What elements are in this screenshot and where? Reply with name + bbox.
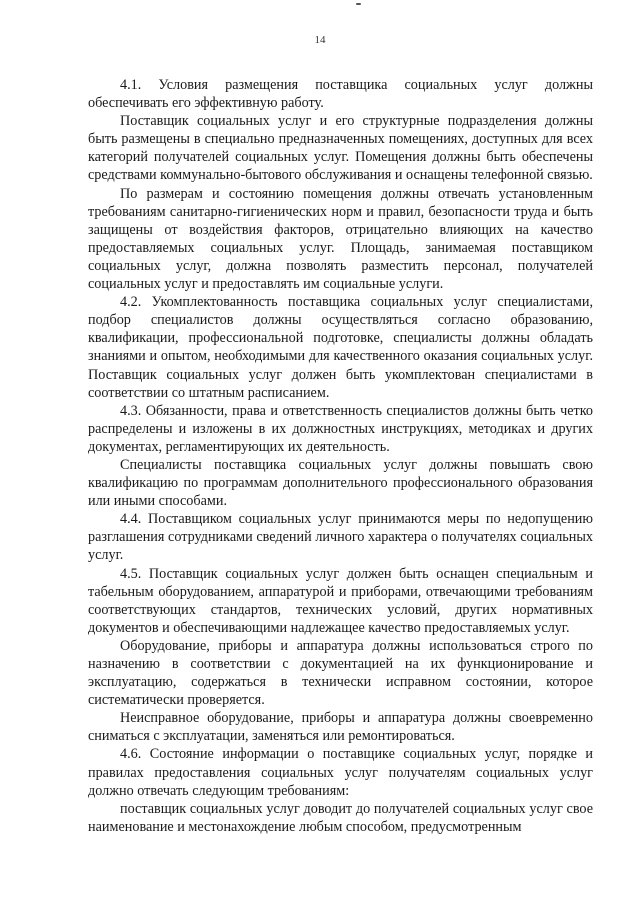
- paragraph-qualification: Специалисты поставщика социальных услуг должны повышать свою квалификацию по программам дополнительного профессионального образования или иными способами.: [88, 456, 593, 510]
- paragraph-provider-info: поставщик социальных услуг доводит до получателей социальных услуг свое наименование и местонахождение любым способом, предусмотренным: [88, 800, 593, 835]
- document-body: [88, 76, 593, 836]
- paragraph-4-2: 4.2. Укомплектованность поставщика социальных услуг специалистами, подбор специалистов должны осуществляться согласно образованию, квалификации, профессиональной подготовке, специалисты должны обладать знаниями и опытом, необходимыми для качественного оказания социальных услуг. Поставщик социальных услуг должен быть укомплектован специалистами в соответствии со штатным расписанием.: [88, 294, 593, 401]
- scan-speck: [356, 3, 361, 5]
- paragraph-equipment-usage: Оборудование, приборы и аппаратура должны использоваться строго по назначению в соответствии с документацией на их функционирование и эксплуатацию, содержаться в технически исправном состоянии, которое систематически проверяется.: [88, 637, 593, 709]
- paragraph-4-5: 4.5. Поставщик социальных услуг должен быть оснащен специальным и табельным оборудованием, аппаратурой и приборами, отвечающими требованиям соответствующих стандартов, технических условий, других нормативных документов и обеспечивающими надлежащее качество предоставляемых услуг.: [88, 565, 593, 636]
- paragraph-4-3: 4.3. Обязанности, права и ответственность специалистов должны быть четко распределены и изложены в их должностных инструкциях, методиках и других документах, регламентирующих их деятельность.: [88, 402, 593, 455]
- paragraph-premises-requirements: По размерам и состоянию помещения должны отвечать установленным требованиям санитарно-гигиенических норм и правил, безопасности труда и быть защищены от воздействия факторов, отрицательно влияющих на качество предоставляемых социальных услуг. Площадь, занимаемая поставщиком социальных услуг, должна позволять разместить персонал, получателей социальных услуг и предоставлять им социальные услуги.: [88, 185, 593, 293]
- paragraph-4-4: 4.4. Поставщиком социальных услуг принимаются меры по недопущению разглашения сотрудниками сведений личного характера о получателях социальных услуг.: [88, 511, 593, 564]
- page-number: 14: [314, 34, 326, 46]
- paragraph-4-6: 4.6. Состояние информации о поставщике социальных услуг, порядке и правилах предоставления социальных услуг получателям социальных услуг должно отвечать следующим требованиям:: [88, 746, 593, 799]
- paragraph-faulty-equipment: Неисправное оборудование, приборы и аппаратура должны своевременно сниматься с эксплуатации, заменяться или ремонтироваться.: [88, 710, 593, 745]
- paragraph-premises-placement: Поставщик социальных услуг и его структурные подразделения должны быть размещены в специально предназначенных помещениях, доступных для всех категорий получателей социальных услуг. Помещения должны быть обеспечены средствами коммунально-бытового обслуживания и оснащены телефонной связью.: [88, 113, 593, 184]
- paragraph-4-1: 4.1. Условия размещения поставщика социальных услуг должны обеспечивать его эффективную работу.: [88, 77, 593, 112]
